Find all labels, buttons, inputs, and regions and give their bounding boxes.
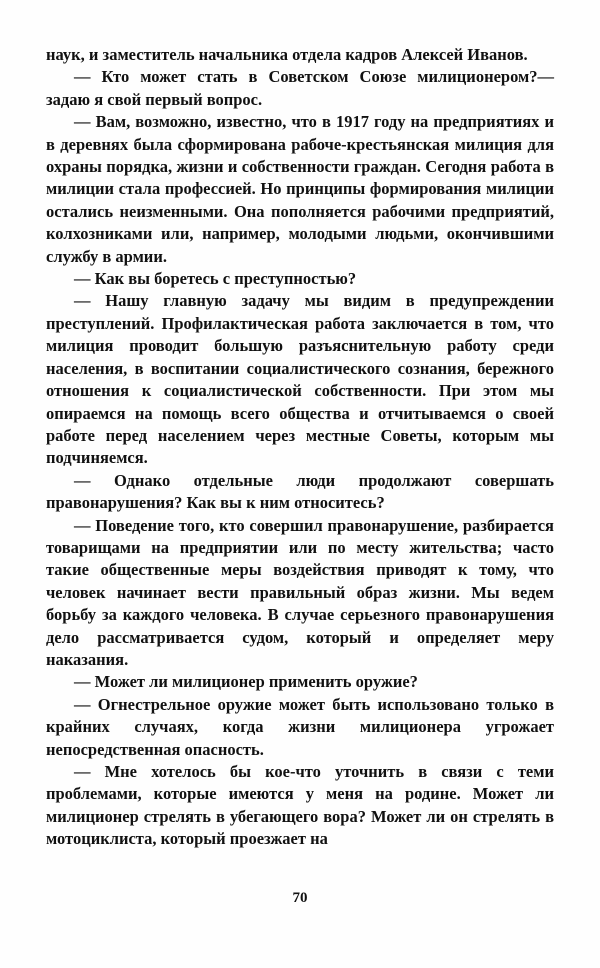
paragraph-answer-history: — Вам, возможно, известно, что в 1917 году на предприятиях и в деревнях была сформирована рабоче-крестьянская милиция для охраны порядка, жизни и собственности граждан. Сегодня работа в милиции стала профессией. Но принципы формирования милиции остались неизменными. Она пополняется рабочими предприятий, колхозниками или, например, молодыми людьми, окончившими службу в армии. <box>46 112 554 266</box>
paragraph-question-crime: — Как вы боретесь с преступностью? <box>74 269 357 289</box>
body-text <box>46 44 554 851</box>
paragraph-continuation: наук, и заместитель начальника отдела кадров Алексей Иванов. <box>46 45 528 64</box>
paragraph-answer-weapons: — Огнестрельное оружие может быть использовано только в крайних случаях, когда жизни милиционера угрожает непосредственная опасность. <box>46 694 554 759</box>
paragraph-answer-prevention: — Нашу главную задачу мы видим в предупреждении преступлений. Профилактическая работа заключается в том, что милиция проводит большую разъяснительную работу среди населения, в воспитании социалистического сознания, бережного отношения к социалистической собственности. При этом мы опираемся на помощь всего общества и отчитываемся о своей работе перед населением через местные Советы, которым мы подчиняемся. <box>46 291 554 468</box>
paragraph-question-clarify: — Мне хотелось бы кое-что уточнить в связи с теми проблемами, которые имеются у меня на родине. Может ли милиционер стрелять в убегающего вора? Может ли он стрелять в мотоциклиста, который проезжает на <box>46 762 554 849</box>
page-number: 70 <box>292 890 308 906</box>
paragraph-answer-offenders: — Поведение того, кто совершил правонарушение, разбирается товарищами на предприятии или по месту жительства; часто такие общественные меры воздействия приводят к тому, что человек начинает вести правильный образ жизни. Мы ведем борьбу за каждого человека. В случае серьезного правонарушения дело рассматривается судом, который и определяет меру наказания. <box>46 515 554 669</box>
paragraph-question-offenders: — Однако отдельные люди продолжают совершать правонарушения? Как вы к ним относитесь? <box>46 470 554 513</box>
paragraph-question-weapons: — Может ли милиционер применить оружие? <box>74 672 418 692</box>
paragraph-question-who-can-become: — Кто может стать в Советском Союзе милиционером?— задаю я свой первый вопрос. <box>46 67 554 109</box>
